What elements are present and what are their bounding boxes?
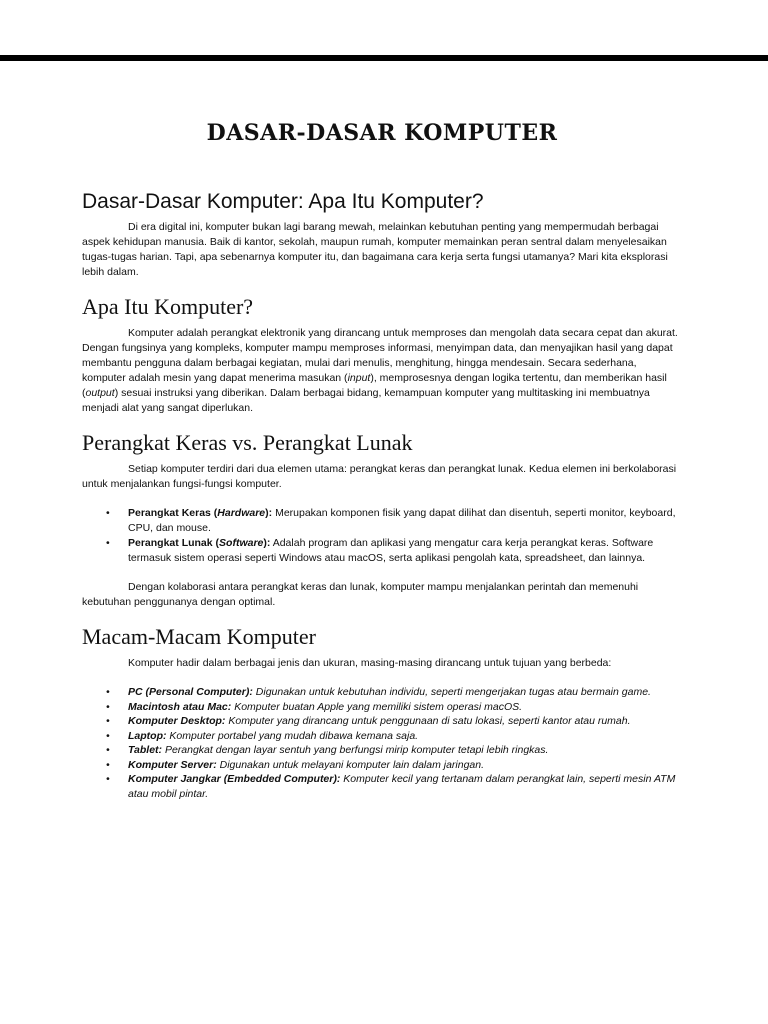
item-label: Komputer Server:: [128, 758, 217, 771]
output-term: output: [85, 387, 115, 399]
item-text: Perangkat dengan layar sentuh yang berfungsi mirip komputer tetapi lebih ringkas.: [162, 744, 549, 756]
list-item-software: [106, 536, 682, 566]
what-text-2: ), memprosesnya dengan logika tertentu, dan memberikan hasil (: [82, 372, 667, 399]
bullet: •: [106, 744, 110, 756]
document-title: DASAR-DASAR KOMPUTER: [206, 120, 558, 146]
item-label: Komputer Jangkar (Embedded Computer):: [128, 773, 341, 785]
item-label: Macintosh atau Mac:: [128, 700, 232, 713]
list-item-laptop: [106, 729, 682, 744]
item-label: Tablet:: [128, 744, 163, 756]
document-page: [82, 120, 682, 801]
item-label: Perangkat Lunak (: [128, 537, 220, 549]
hw-sw-intro: Setiap komputer terdiri dari dua elemen utama: perangkat keras dan perangkat lunak. Kedua elemen ini berkolaborasi untuk menjalankan fungsi-fungsi komputer.: [82, 463, 677, 490]
types-intro: Komputer hadir dalam berbagai jenis dan ukuran, masing-masing dirancang untuk tujuan yang berbeda:: [128, 657, 612, 669]
intro-paragraph: Di era digital ini, komputer bukan lagi barang mewah, melainkan kebutuhan penting yang mempermudah berbagai aspek kehidupan manusia. Baik di kantor, sekolah, maupun rumah, komputer memainkan peran sentral dalam menyelesaikan tugas-tugas harian. Tapi, apa sebenarnya komputer itu, dan bagaimana cara kerja serta fungsi utamanya? Mari kita eksplorasi lebih dalam.: [82, 221, 668, 278]
list-item-server: [106, 758, 682, 773]
list-item-hardware: [106, 506, 682, 536]
what-text-1: Komputer adalah perangkat elektronik yang dirancang untuk memproses dan mengolah data secara cepat dan akurat. Dengan fungsinya yang kompleks, komputer mampu memproses informasi, menyimpan data, dan menyajikan hasil yang dapat membantu pengguna dalam berbagai kegiatan, mulai dari menulis, menghitung, hingga mendesain. Secara sederhana, komputer adalah mesin yang dapat menerima masukan (: [82, 327, 678, 384]
bullet: •: [106, 773, 110, 785]
hw-sw-list: [82, 506, 682, 566]
item-label-end: ):: [263, 537, 271, 549]
top-rule: [0, 55, 768, 61]
item-text: Digunakan untuk kebutuhan individu, seperti mengerjakan tugas atau bermain game.: [252, 686, 651, 698]
bullet: •: [106, 507, 110, 519]
item-label-em: Software: [219, 537, 264, 549]
item-text: Merupakan komponen fisik yang dapat dilihat dan disentuh, seperti monitor, keyboard, CPU, dan mouse.: [128, 507, 676, 534]
bullet: •: [106, 758, 110, 771]
types-heading: Macam-Macam Komputer: [82, 624, 316, 649]
bullet: •: [106, 729, 110, 742]
list-item-pc: [106, 685, 682, 700]
item-label-end: ):: [265, 507, 273, 519]
item-label: Laptop:: [128, 729, 167, 742]
item-label: Perangkat Keras (: [128, 507, 218, 519]
hw-sw-closing: Dengan kolaborasi antara perangkat keras dan lunak, komputer mampu menjalankan perintah dan memenuhi kebutuhan penggunanya dengan optimal.: [82, 581, 639, 608]
types-list: [82, 685, 682, 801]
item-label-em: Hardware: [217, 507, 266, 519]
intro-heading: Dasar-Dasar Komputer: Apa Itu Komputer?: [82, 190, 484, 213]
item-text: Komputer yang dirancang untuk penggunaan di satu lokasi, seperti kantor atau rumah.: [225, 715, 631, 727]
input-term: input: [347, 372, 371, 384]
item-text: Komputer kecil yang tertanam dalam perangkat lain, seperti mesin ATM atau mobil pintar.: [128, 773, 676, 800]
bullet: •: [106, 700, 110, 713]
bullet: •: [106, 537, 110, 549]
what-heading: Apa Itu Komputer?: [82, 294, 254, 319]
item-text: Komputer buatan Apple yang memiliki sistem operasi macOS.: [231, 700, 523, 713]
item-label: PC (Personal Computer):: [128, 686, 253, 698]
bullet: •: [106, 686, 110, 698]
item-text: Komputer portabel yang mudah dibawa kemana saja.: [166, 729, 419, 742]
hw-sw-heading: Perangkat Keras vs. Perangkat Lunak: [82, 430, 413, 455]
list-item-mac: [106, 700, 682, 715]
list-item-embedded: [106, 772, 682, 801]
what-text-3: ) sesuai instruksi yang diberikan. Dalam berbagai bidang, kemampuan komputer yang multitasking ini membuatnya menjadi alat yang sangat diperlukan.: [82, 387, 650, 414]
item-text: Adalah program dan aplikasi yang mengatur cara kerja perangkat keras. Software termasuk sistem operasi seperti Windows atau macOS, serta aplikasi pengolah kata, spreadsheet, dan lainnya.: [128, 537, 654, 564]
item-text: Digunakan untuk melayani komputer lain dalam jaringan.: [216, 758, 485, 771]
list-item-tablet: [106, 743, 682, 758]
item-label: Komputer Desktop:: [128, 715, 226, 727]
what-paragraph: [82, 326, 682, 416]
bullet: •: [106, 715, 110, 727]
list-item-desktop: [106, 714, 682, 729]
